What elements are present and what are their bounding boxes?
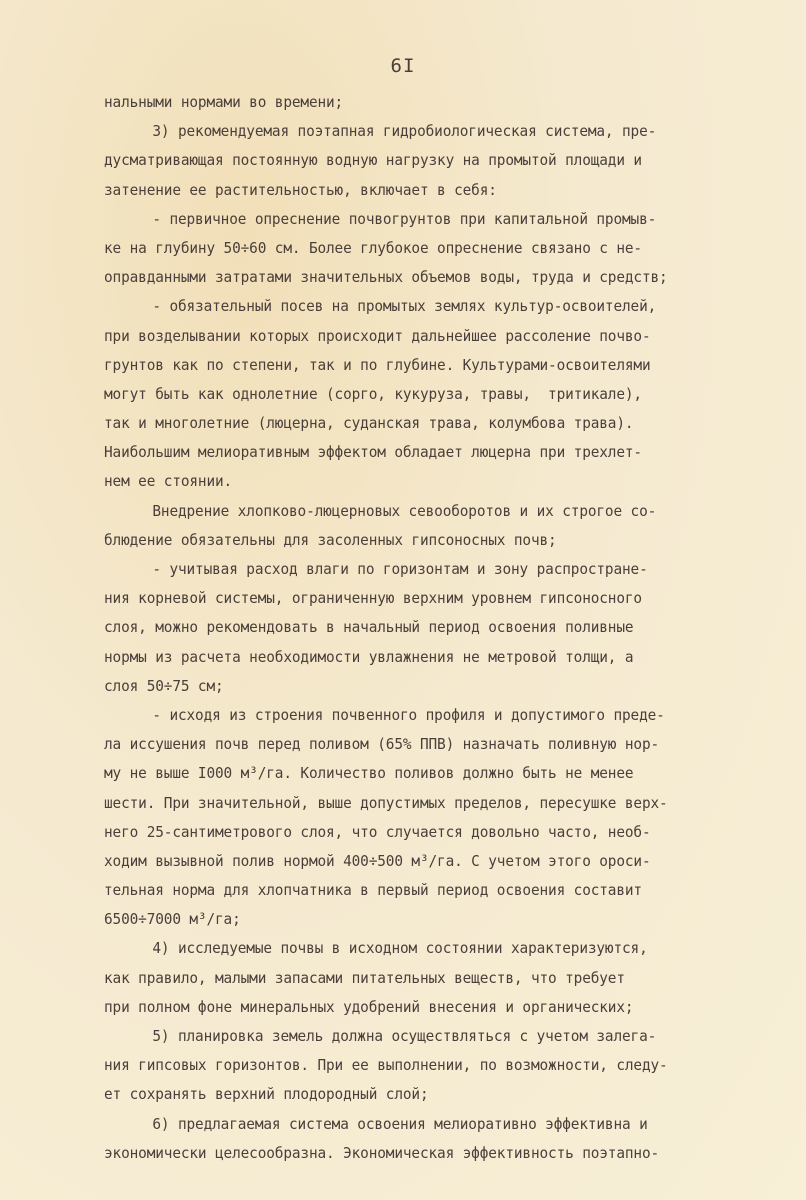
text-line: могут быть как однолетние (сорго, кукуруза, травы, тритикале), [104, 384, 642, 403]
text-line: ходим вызывной полив нормой 400÷500 м³/га. С учетом этого ороси- [104, 851, 651, 870]
paragraph-first-line: 6) предлагаемая система освоения мелиоративно эффективна и [152, 1114, 648, 1133]
paragraph-first-line: Внедрение хлопково-люцерновых севооборотов и их строгое со- [152, 501, 657, 520]
text-line: ния гипсовых горизонтов. При ее выполнении, по возможности, следу- [104, 1056, 668, 1075]
paragraph-first-line: - первичное опреснение почвогрунтов при капитальной промыв- [152, 209, 657, 228]
text-line: тельная норма для хлопчатника в первый период освоения составит [104, 881, 642, 900]
text-line: грунтов как по степени, так и по глубине. Культурами-освоителями [104, 355, 651, 374]
text-line: оправданными затратами значительных объемов воды, труда и средств; [104, 268, 668, 287]
paragraph-first-line: 5) планировка земель должна осуществляться с учетом залега- [152, 1027, 657, 1045]
page-number: 6I [390, 55, 416, 77]
text-line: слоя 50÷75 см; [104, 676, 224, 695]
text-line: ния корневой системы, ограниченную верхним уровнем гипсоносного [104, 589, 642, 608]
text-line: слоя, можно рекомендовать в начальный период освоения поливные [104, 618, 634, 637]
paragraph-first-line: - исходя из строения почвенного профиля и допустимого преде- [152, 705, 665, 724]
text-line: ет сохранять верхний плодородный слой; [104, 1085, 429, 1104]
text-line: затенение ее растительностью, включает в себя: [104, 180, 497, 199]
text-line: Наибольшим мелиоративным эффектом обладает люцерна при трехлет- [104, 443, 642, 462]
text-line: дусматривающая постоянную водную нагрузку на промытой площади и [104, 151, 642, 170]
text-line: нормы из расчета необходимости увлажнения не метровой толщи, а [104, 647, 634, 666]
text-line: экономически целесообразна. Экономическая эффективность поэтапно- [104, 1143, 660, 1162]
text-line: ла иссушения почв перед поливом (65% ППВ) назначать поливную нор- [104, 735, 660, 754]
text-line: ке на глубину 50÷60 см. Более глубокое опреснение связано с не- [104, 238, 642, 257]
paragraph-first-line: - обязательный посев на промытых землях культур-освоителей, [152, 297, 657, 316]
paragraph-first-line: 4) исследуемые почвы в исходном состоянии характеризуются, [152, 939, 648, 958]
document-body [104, 88, 784, 1168]
text-line: при возделывании которых происходит дальнейшее рассоление почво- [104, 326, 651, 345]
text-line: так и многолетние (люцерна, суданская трава, колумбова трава). [104, 414, 634, 433]
text-line: него 25-сантиметрового слоя, что случается довольно часто, необ- [104, 822, 651, 841]
text-line: нальными нормами во времени; [104, 93, 344, 111]
paragraph-first-line: - учитывая расход влаги по горизонтам и зону распростране- [152, 560, 648, 578]
text-line: 6500÷7000 м³/га; [104, 910, 241, 929]
text-line: шести. При значительной, выше допустимых пределов, пересушке верх- [104, 793, 668, 812]
text-line: как правило, малыми запасами питательных веществ, что требует [104, 968, 625, 987]
text-line: му не выше I000 м³/га. Количество поливов должно быть не менее [104, 764, 634, 783]
text-line: нем ее стоянии. [104, 472, 233, 491]
text-line: при полном фоне минеральных удобрений внесения и органических; [104, 997, 634, 1016]
text-line: блюдение обязательны для засоленных гипсоносных почв; [104, 530, 557, 549]
paragraph-first-line: 3) рекомендуемая поэтапная гидробиологическая система, пре- [152, 122, 657, 141]
